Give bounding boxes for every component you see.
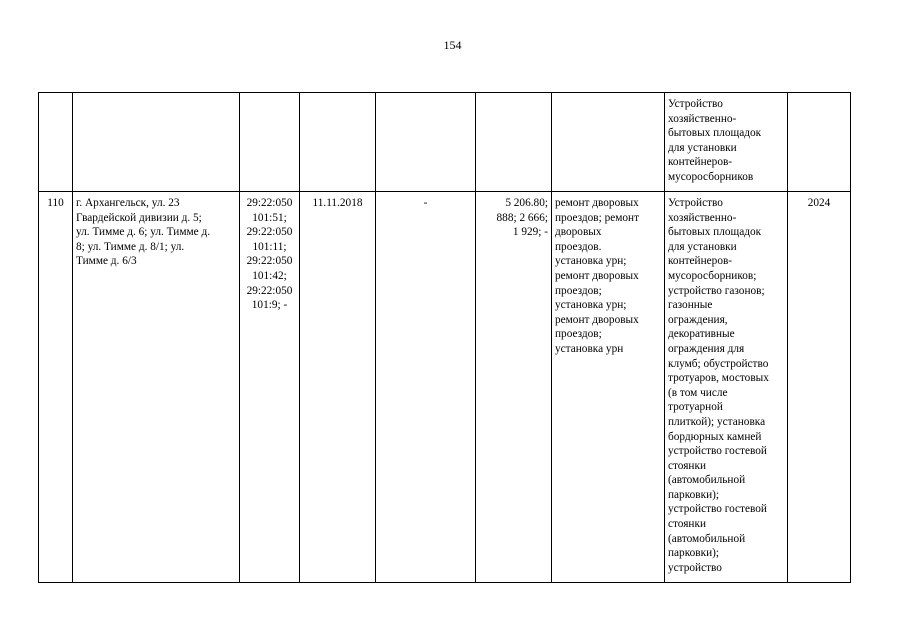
row-number: 110 <box>47 197 64 209</box>
registry-table <box>38 92 851 583</box>
works-done-cell <box>552 93 665 192</box>
year-cell <box>788 192 851 583</box>
works-done-cell <box>552 192 665 583</box>
year: 2024 <box>807 197 831 209</box>
table-row <box>39 192 851 583</box>
row-number-cell <box>39 93 73 192</box>
page-number: 154 <box>443 38 462 52</box>
date-cell <box>300 192 376 583</box>
col5-value: - <box>423 197 428 209</box>
date: 11.11.2018 <box>312 197 363 209</box>
cadastral-numbers: 29:22:050 101:51; 29:22:050 101:11; 29:22:050 101:42; 29:22:050 101:9; - <box>246 197 293 312</box>
table-row <box>39 93 851 192</box>
address-cell <box>73 192 240 583</box>
cadastral-cell <box>240 192 300 583</box>
col5-cell <box>376 93 476 192</box>
works-planned-cell <box>665 192 788 583</box>
date-cell <box>300 93 376 192</box>
area-cell <box>476 192 552 583</box>
row-number-cell <box>39 192 73 583</box>
address-cell <box>73 93 240 192</box>
works-done: ремонт дворовых проездов; ремонт дворовых проездов. установка урн; ремонт дворовых проездов; установка урн; ремонт дворовых проездов; установка урн <box>555 197 640 355</box>
works-planned: Устройство хозяйственно- бытовых площадок для установки контейнеров- мусоросборников; устройство газонов; газонные ограждения, декоративные ограждения для клумб; обустройство тротуаров, мостовых (в том числе тротуарной плиткой); установка бордюрных камней устройство гостевой стоянки (автомобильной парковки); устройство гостевой стоянки (автомобильной парковки); устройство <box>668 197 769 574</box>
area-values: 5 206.80; 888; 2 666; 1 929; - <box>496 197 548 239</box>
area-cell <box>476 93 552 192</box>
col5-cell <box>376 192 476 583</box>
year-cell <box>788 93 851 192</box>
address: г. Архангельск, ул. 23 Гвардейской дивизии д. 5; ул. Тимме д. 6; ул. Тимме д. 8; ул. Тимме д. 8/1; ул. Тимме д. 6/3 <box>76 197 211 268</box>
works-planned: Устройство хозяйственно- бытовых площадок для установки контейнеров- мусоросборников <box>668 98 762 183</box>
cadastral-cell <box>240 93 300 192</box>
works-planned-cell <box>665 93 788 192</box>
